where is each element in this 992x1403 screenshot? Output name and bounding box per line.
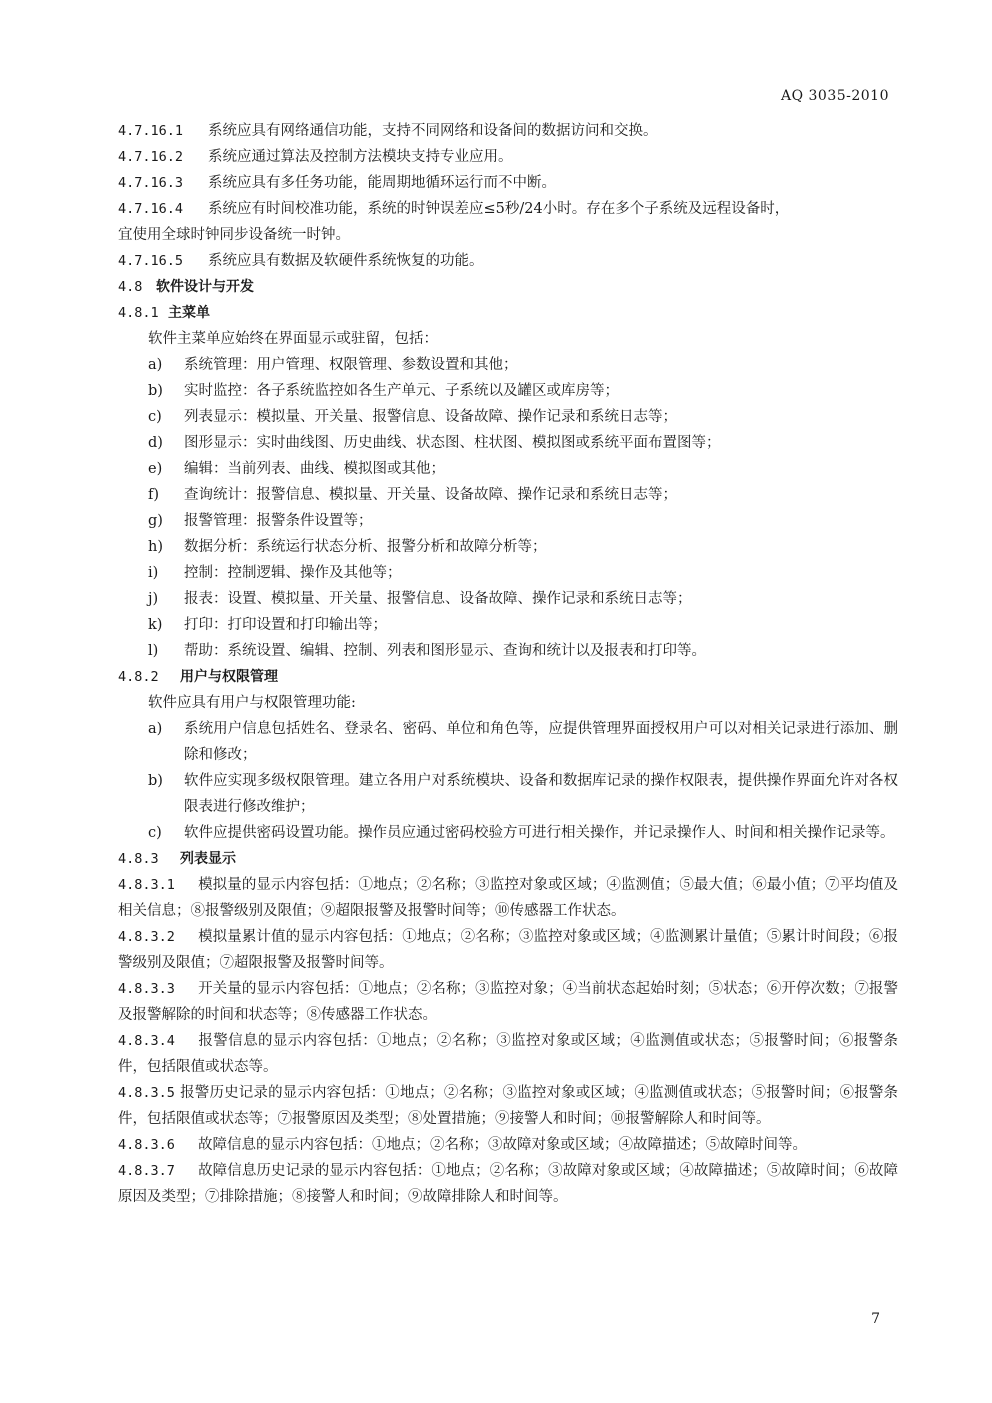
standard-code: AQ 3035-2010 (780, 88, 889, 104)
list-item (118, 768, 898, 820)
list-text: 打印：打印设置和打印输出等； (184, 617, 387, 633)
section-number: 4.8.3 (118, 851, 159, 867)
list-text: 系统管理：用户管理、权限管理、参数设置和其他； (184, 357, 518, 373)
list-label: e) (148, 461, 163, 477)
list-label: b) (148, 773, 163, 789)
clause-number: 4.7.16.4 (118, 201, 184, 217)
clause-4-8-3-3 (118, 976, 898, 1028)
section-title: 用户与权限管理 (180, 669, 278, 685)
list-text: 帮助：系统设置、编辑、控制、列表和图形显示、查询和统计以及报表和打印等。 (184, 643, 706, 659)
clause-text: 故障信息历史记录的显示内容包括：①地点；②名称；③故障对象或区域；④故障描述；⑤故障时间；⑥故障原因及类型；⑦排除措施；⑧接警人和时间；⑨故障排除人和时间等。 (118, 1163, 898, 1205)
clause-number: 4.8.3.5 (118, 1085, 175, 1101)
list-label: i) (148, 565, 159, 581)
clause-number: 4.8.3.2 (118, 929, 175, 945)
list-text: 图形显示：实时曲线图、历史曲线、状态图、柱状图、模拟图或系统平面布置图等； (184, 435, 721, 451)
list-label: a) (148, 357, 163, 373)
clause-text: 报警历史记录的显示内容包括：①地点；②名称；③监控对象或区域；④监测值或状态；⑤报警时间；⑥报警条件，包括限值或状态等；⑦报警原因及类型；⑧处置措施；⑨接警人和时间；⑩报警解除人和时间等。 (118, 1085, 898, 1127)
list-item (118, 560, 898, 586)
list-text: 软件应实现多级权限管理。建立各用户对系统模块、设备和数据库记录的操作权限表，提供操作界面允许对各权限表进行修改维护； (184, 773, 898, 815)
clause-number: 4.7.16.2 (118, 149, 184, 165)
list-text: 数据分析：系统运行状态分析、报警分析和故障分析等； (184, 539, 547, 555)
list-text: 软件应提供密码设置功能。操作员应通过密码校验方可进行相关操作，并记录操作人、时间和相关操作记录等。 (184, 825, 895, 841)
section-heading-4-8-2 (118, 664, 898, 690)
list-label: c) (148, 409, 162, 425)
clause-text: 系统应具有网络通信功能，支持不同网络和设备间的数据访问和交换。 (208, 123, 658, 139)
list-label: k) (148, 617, 163, 633)
section-heading-4-8-1 (118, 300, 898, 326)
list-text: 报警管理：报警条件设置等； (184, 513, 373, 529)
clause-number: 4.7.16.5 (118, 253, 184, 269)
list-item (118, 534, 898, 560)
clause-4-7-16-3 (118, 170, 898, 196)
list-text: 查询统计：报警信息、模拟量、开关量、设备故障、操作记录和系统日志等； (184, 487, 677, 503)
list-label: l) (148, 643, 159, 659)
list-label: c) (148, 825, 162, 841)
list-item (118, 404, 898, 430)
section-title: 主菜单 (168, 305, 210, 321)
list-item (118, 638, 898, 664)
list-label: f) (148, 487, 160, 503)
clause-number: 4.8.3.1 (118, 877, 175, 893)
list-item (118, 378, 898, 404)
list-text: 系统用户信息包括姓名、登录名、密码、单位和角色等，应提供管理界面授权用户可以对相关记录进行添加、删除和修改； (184, 721, 898, 763)
clause-4-8-3-5 (118, 1080, 898, 1132)
list-text: 控制：控制逻辑、操作及其他等； (184, 565, 402, 581)
list-item (118, 352, 898, 378)
list-text: 列表显示：模拟量、开关量、报警信息、设备故障、操作记录和系统日志等； (184, 409, 677, 425)
document-body (118, 118, 898, 1210)
list-item (118, 430, 898, 456)
clause-text: 系统应具有多任务功能，能周期地循环运行而不中断。 (208, 175, 556, 191)
clause-4-8-3-7 (118, 1158, 898, 1210)
list-label: b) (148, 383, 163, 399)
section-title: 列表显示 (180, 851, 236, 867)
list-text: 编辑：当前列表、曲线、模拟图或其他； (184, 461, 445, 477)
clause-4-7-16-1 (118, 118, 898, 144)
section-heading-4-8 (118, 274, 898, 300)
section-intro: 软件应具有用户与权限管理功能: (148, 695, 356, 711)
clause-number: 4.7.16.3 (118, 175, 184, 191)
clause-4-7-16-5 (118, 248, 898, 274)
section-number: 4.8.1 (118, 305, 159, 321)
clause-4-8-3-4 (118, 1028, 898, 1080)
clause-4-7-16-4 (118, 196, 898, 222)
page-number: 7 (871, 1311, 880, 1327)
section-number: 4.8.2 (118, 669, 159, 685)
clause-number: 4.8.3.3 (118, 981, 175, 997)
clause-text: 系统应有时间校准功能，系统的时钟误差应≤5秒/24小时。存在多个子系统及远程设备时， (208, 201, 790, 217)
clause-number: 4.8.3.6 (118, 1137, 175, 1153)
clause-text: 系统应具有数据及软硬件系统恢复的功能。 (208, 253, 484, 269)
list-label: h) (148, 539, 163, 555)
clause-text: 模拟量的显示内容包括：①地点；②名称；③监控对象或区域；④监测值；⑤最大值；⑥最小值；⑦平均值及相关信息；⑧报警级别及限值；⑨超限报警及报警时间等；⑩传感器工作状态。 (118, 877, 898, 919)
section-intro: 软件主菜单应始终在界面显示或驻留，包括： (148, 331, 438, 347)
list-item (118, 820, 898, 846)
clause-text: 故障信息的显示内容包括：①地点；②名称；③故障对象或区域；④故障描述；⑤故障时间等。 (198, 1137, 807, 1153)
list-text: 实时监控：各子系统监控如各生产单元、子系统以及罐区或库房等； (184, 383, 619, 399)
section-heading-4-8-3 (118, 846, 898, 872)
list-text: 报表：设置、模拟量、开关量、报警信息、设备故障、操作记录和系统日志等； (184, 591, 692, 607)
clause-number: 4.7.16.1 (118, 123, 184, 139)
list-label: j) (148, 591, 159, 607)
clause-text: 开关量的显示内容包括：①地点；②名称；③监控对象；④当前状态起始时刻；⑤状态；⑥开停次数；⑦报警及报警解除的时间和状态等；⑧传感器工作状态。 (118, 981, 898, 1023)
list-label: g) (148, 513, 163, 529)
list-item (118, 716, 898, 768)
section-number: 4.8 (118, 279, 143, 295)
list-label: d) (148, 435, 163, 451)
list-item (118, 482, 898, 508)
list-item (118, 508, 898, 534)
clause-4-7-16-2 (118, 144, 898, 170)
clause-number: 4.8.3.4 (118, 1033, 175, 1049)
list-label: a) (148, 721, 163, 737)
clause-text: 系统应通过算法及控制方法模块支持专业应用。 (208, 149, 513, 165)
clause-4-8-3-6 (118, 1132, 898, 1158)
clause-4-7-16-4-continued (118, 222, 898, 248)
list-item (118, 586, 898, 612)
clause-text: 模拟量累计值的显示内容包括：①地点；②名称；③监控对象或区域；④监测累计量值；⑤累计时间段；⑥报警级别及限值；⑦超限报警及报警时间等。 (118, 929, 898, 971)
clause-text-continued: 宜使用全球时钟同步设备统一时钟。 (118, 227, 350, 243)
clause-text: 报警信息的显示内容包括：①地点；②名称；③监控对象或区域；④监测值或状态；⑤报警时间；⑥报警条件，包括限值或状态等。 (118, 1033, 898, 1075)
list-item (118, 612, 898, 638)
clause-number: 4.8.3.7 (118, 1163, 175, 1179)
clause-4-8-3-1 (118, 872, 898, 924)
clause-4-8-3-2 (118, 924, 898, 976)
section-title: 软件设计与开发 (156, 279, 254, 295)
list-item (118, 456, 898, 482)
